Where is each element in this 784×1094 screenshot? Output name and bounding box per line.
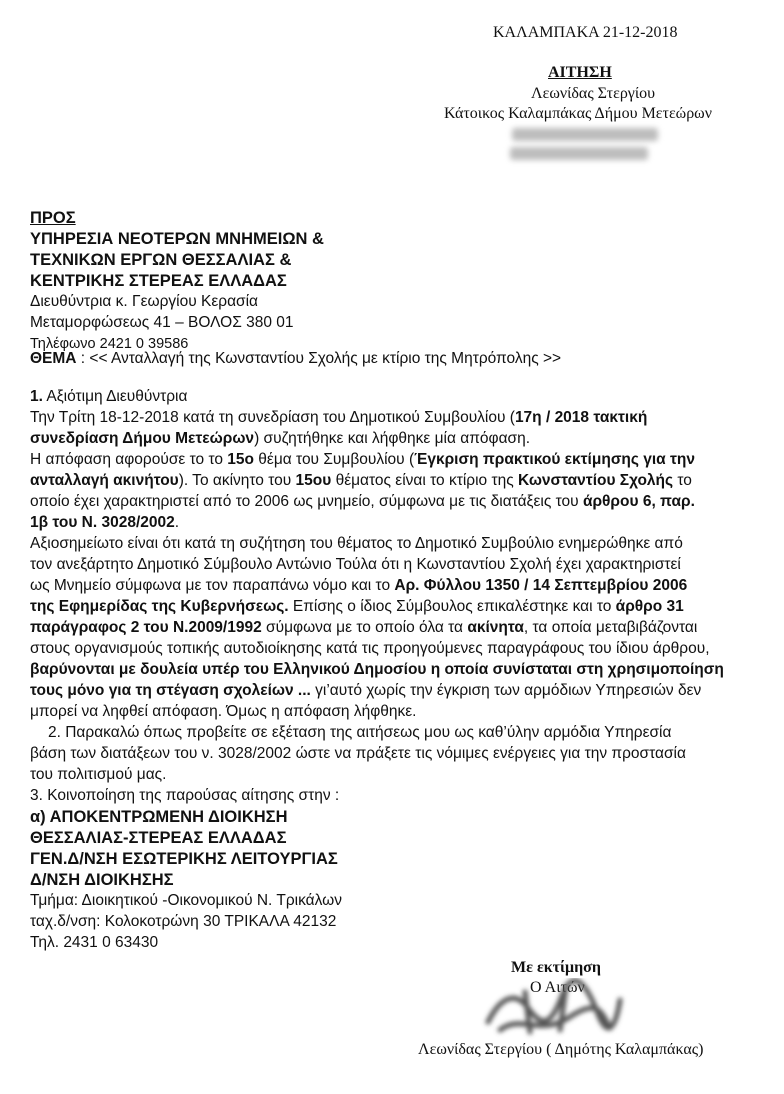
cc-address: ταχ.δ/νση: Κολοκοτρώνη 30 ΤΡΙΚΑΛΑ 42132 xyxy=(30,913,337,930)
subject-text: : << Ανταλλαγή της Κωνσταντίου Σχολής με κτίριο της Μητρόπολης >> xyxy=(76,350,562,367)
cc-line-3: ΓΕΝ.Δ/ΝΣΗ ΕΣΩΤΕΡΙΚΗΣ ΛΕΙΤΟΥΡΓΙΑΣ xyxy=(30,850,338,868)
recipient-org-line3: ΚΕΝΤΡΙΚΗΣ ΣΤΕΡΕΑΣ ΕΛΛΑΔΑΣ xyxy=(30,272,287,290)
salutation-line xyxy=(30,387,187,407)
body-line-7: Αξιοσημείωτο είναι ότι κατά τη συζήτηση του θέματος το Δημοτικό Συμβούλιο ενημερώθηκε από xyxy=(30,535,683,552)
para2-line-1: 2. Παρακαλώ όπως προβείτε σε εξέταση της αιτήσεως μου ως καθ’ύλην αρμόδια Υπηρεσία xyxy=(48,724,672,741)
text-span: , τα οποία μεταβιβάζονται xyxy=(523,619,698,636)
body-line-4 xyxy=(30,471,692,491)
bold-span: 17η / 2018 τακτική xyxy=(514,409,648,426)
body-line-11 xyxy=(30,618,697,638)
cc-line-1: α) ΑΠΟΚΕΝΤΡΩΜΕΝΗ ΔΙΟΙΚΗΣΗ xyxy=(30,808,288,826)
recipient-address: Μεταμορφώσεως 41 – ΒΟΛΟΣ 380 01 xyxy=(30,314,294,331)
text-span: θέματος είναι το κτίριο της xyxy=(331,472,518,489)
pros-label: ΠΡΟΣ xyxy=(30,209,76,227)
text-span: Επίσης ο ίδιος Σύμβουλος επικαλέστηκε και το xyxy=(288,598,616,615)
bold-span: Κωνσταντίου Σχολής xyxy=(517,472,674,489)
sender-name: Λεωνίδας Στεργίου xyxy=(531,85,656,102)
text-span: γι’αυτό χωρίς την έγκριση των αρμόδιων Υπηρεσιών δεν xyxy=(310,682,702,699)
body-line-14 xyxy=(30,681,701,701)
recipient-org-line1: ΥΠΗΡΕΣΙΑ ΝΕΟΤΕΡΩΝ ΜΝΗΜΕΙΩΝ & xyxy=(30,230,324,248)
text-span: Την Τρίτη 18-12-2018 κατά τη συνεδρίαση του Δημοτικού Συμβουλίου ( xyxy=(30,409,515,426)
bold-span: Αρ. Φύλλου 1350 / 14 Σεπτεμβρίου 2006 xyxy=(394,577,688,594)
body-line-3 xyxy=(30,450,695,470)
signature-image xyxy=(470,978,630,1040)
cc-line-2: ΘΕΣΣΑΛΙΑΣ-ΣΤΕΡΕΑΣ ΕΛΛΑΔΑΣ xyxy=(30,829,287,847)
cc-department: Τμήμα: Διοικητικού -Οικονομικού Ν. Τρικάλων xyxy=(30,892,342,909)
body-line-8: τον ανεξάρτητο Δημοτικό Σύμβουλο Αντώνιο Τούλα ότι η Κωνσταντίου Σχολή έχει χαρακτηριστεί xyxy=(30,556,681,573)
body-line-12: στους οργανισμούς τοπικής αυτοδιοίκησης κατά τις προηγούμενες παραγράφους του ίδιου άρθρου, xyxy=(30,640,710,657)
text-span: θέμα του Συμβουλίου ( xyxy=(254,451,415,468)
recipient-phone: Τηλέφωνο 2421 0 39586 xyxy=(30,336,189,352)
place-date: ΚΑΛΑΜΠΑΚΑ 21-12-2018 xyxy=(493,24,678,41)
bold-span: 15ου xyxy=(295,472,332,489)
bold-span: 1β του Ν. 3028/2002 xyxy=(30,514,175,531)
para1-number: 1. xyxy=(30,388,43,405)
bold-span: άρθρου 6, παρ. xyxy=(582,493,695,510)
sender-residence: Κάτοικος Καλαμπάκας Δήμου Μετεώρων xyxy=(444,105,712,122)
para2-line-2: βάση των διατάξεων του ν. 3028/2002 ώστε να πράξετε τις νόμιμες ενέργειες για την προστασία xyxy=(30,745,686,762)
redacted-address xyxy=(512,128,658,141)
subject-line xyxy=(30,349,561,369)
document-title: ΑΙΤΗΣΗ xyxy=(548,64,612,81)
bold-span: συνεδρίαση Δήμου Μετεώρων xyxy=(30,430,255,447)
bold-span: τους μόνο για τη στέγαση σχολείων ... xyxy=(30,682,311,699)
bold-span: ακίνητα xyxy=(467,619,524,636)
closing-applicant: Ο Αιτών xyxy=(530,979,585,996)
body-line-5 xyxy=(30,492,695,512)
text-span: ). Το ακίνητο του xyxy=(178,472,296,489)
text-span: το xyxy=(673,472,692,489)
text-span: ως Μνημείο σύμφωνα με τον παραπάνω νόμο και το xyxy=(30,577,395,594)
cc-line-4: Δ/ΝΣΗ ΔΙΟΙΚΗΣΗΣ xyxy=(30,871,174,889)
body-line-10 xyxy=(30,597,684,617)
body-line-13: βαρύνονται με δουλεία υπέρ του Ελληνικού Δημοσίου η οποία συνίσταται στη χρησιμοποίηση xyxy=(30,661,724,678)
body-line-6 xyxy=(30,513,179,533)
recipient-director: Διευθύντρια κ. Γεωργίου Κερασία xyxy=(30,293,259,310)
cc-phone: Τηλ. 2431 0 63430 xyxy=(30,934,159,951)
para2-line-3: του πολιτισμού μας. xyxy=(30,766,167,783)
text-span: Η απόφαση αφορούσε το το xyxy=(30,451,228,468)
redacted-phone xyxy=(510,147,648,160)
body-line-9 xyxy=(30,576,687,596)
salutation: Αξιότιμη Διευθύντρια xyxy=(42,388,188,405)
body-line-2 xyxy=(30,429,530,449)
signatory-name: Λεωνίδας Στεργίου ( Δημότης Καλαμπάκας) xyxy=(418,1041,704,1058)
bold-span: 15ο xyxy=(227,451,254,468)
bold-span: ανταλλαγή ακινήτου xyxy=(30,472,179,489)
text-span: οποίο έχει χαρακτηριστεί από το 2006 ως μνημείο, σύμφωνα με τις διατάξεις του xyxy=(30,493,583,510)
bold-span: παράγραφος 2 του Ν.2009/1992 xyxy=(30,619,262,636)
bold-span: της Εφημερίδας της Κυβερνήσεως. xyxy=(30,598,289,615)
bold-span: άρθρο 31 xyxy=(615,598,684,615)
recipient-org-line2: ΤΕΧΝΙΚΩΝ ΕΡΓΩΝ ΘΕΣΣΑΛΙΑΣ & xyxy=(30,251,292,269)
body-line-15: μπορεί να ληφθεί απόφαση. Όμως η απόφαση λήφθηκε. xyxy=(30,703,417,720)
text-span: σύμφωνα με το οποίο όλα τα xyxy=(261,619,468,636)
para3-line-1: 3. Κοινοποίηση της παρούσας αίτησης στην : xyxy=(30,787,340,804)
bold-span: Έγκριση πρακτικού εκτίμησης για την xyxy=(414,451,696,468)
text-span: . xyxy=(174,514,180,531)
body-line-1 xyxy=(30,408,647,428)
text-span: ) συζητήθηκε και λήφθηκε μία απόφαση. xyxy=(254,430,531,447)
closing-regards: Με εκτίμηση xyxy=(511,959,601,976)
subject-label: ΘΕΜΑ xyxy=(30,350,77,367)
